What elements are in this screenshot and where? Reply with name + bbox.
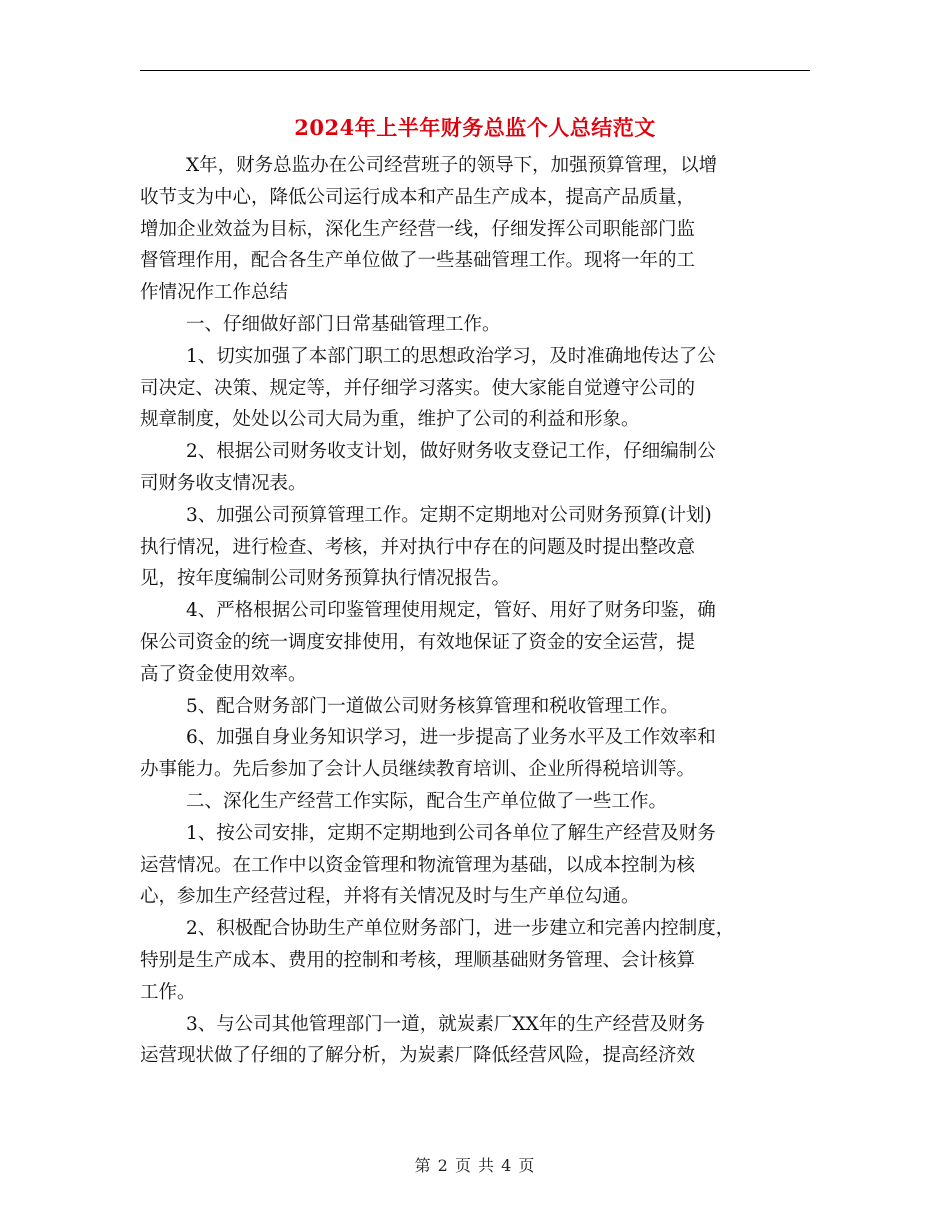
body-line: 司财务收支情况表。	[140, 472, 307, 494]
body-line: 办事能力。先后参加了会计人员继续教育培训、企业所得税培训等。	[140, 759, 696, 781]
body-line: 1、按公司安排，定期不定期地到公司各单位了解生产经营及财务	[186, 822, 716, 844]
body-line: 二、深化生产经营工作实际，配合生产单位做了一些工作。	[186, 790, 668, 812]
body-line: 增加企业效益为目标，深化生产经营一线，仔细发挥公司职能部门监	[140, 218, 696, 240]
body-line: 4、严格根据公司印鉴管理使用规定，管好、用好了财务印鉴，确	[186, 600, 716, 622]
page-number-footer: 第 2 页 共 4 页	[414, 1156, 536, 1175]
body-line: 3、与公司其他管理部门一道，就炭素厂XX年的生产经营及财务	[186, 1013, 706, 1035]
body-line: 运营情况。在工作中以资金管理和物流管理为基础，以成本控制为核	[140, 854, 696, 876]
body-line: 规章制度，处处以公司大局为重，维护了公司的利益和形象。	[140, 409, 640, 431]
body-line: 心，参加生产经营过程，并将有关情况及时与生产单位勾通。	[140, 886, 640, 908]
body-line: 保公司资金的统一调度安排使用，有效地保证了资金的安全运营，提	[140, 631, 696, 653]
body-line: 作情况作工作总结	[140, 282, 289, 304]
header-rule	[140, 70, 810, 71]
body-line: 司决定、决策、规定等，并仔细学习落实。使大家能自觉遵守公司的	[140, 377, 696, 399]
body-line: 高了资金使用效率。	[140, 663, 307, 685]
body-line: 1、切实加强了本部门职工的思想政治学习，及时准确地传达了公	[186, 345, 716, 367]
body-line: 工作。	[140, 981, 196, 1003]
body-line: 收节支为中心，降低公司运行成本和产品生产成本，提高产品质量，	[140, 186, 696, 208]
body-line: 督管理作用，配合各生产单位做了一些基础管理工作。现将一年的工	[140, 250, 696, 272]
document-title: 2024年上半年财务总监个人总结范文	[294, 115, 656, 140]
body-line: 2、根据公司财务收支计划，做好财务收支登记工作，仔细编制公	[186, 441, 716, 463]
body-line: 见，按年度编制公司财务预算执行情况报告。	[140, 568, 511, 590]
body-line: 2、积极配合协助生产单位财务部门，进一步建立和完善内控制度，	[186, 918, 735, 940]
document-body	[140, 150, 810, 1072]
body-line: 一、仔细做好部门日常基础管理工作。	[186, 313, 501, 335]
body-line: 6、加强自身业务知识学习，进一步提高了业务水平及工作效率和	[186, 727, 716, 749]
body-line: 5、配合财务部门一道做公司财务核算管理和税收管理工作。	[186, 695, 679, 717]
body-line: 运营现状做了仔细的了解分析，为炭素厂降低经营风险，提高经济效	[140, 1045, 696, 1067]
body-line: 特别是生产成本、费用的控制和考核，理顺基础财务管理、会计核算	[140, 949, 696, 971]
body-line: X年，财务总监办在公司经营班子的领导下，加强预算管理，以增	[186, 155, 718, 176]
body-line: 执行情况，进行检查、考核，并对执行中存在的问题及时提出整改意	[140, 536, 696, 558]
body-line: 3、加强公司预算管理工作。定期不定期地对公司财务预算(计划)	[186, 504, 712, 526]
